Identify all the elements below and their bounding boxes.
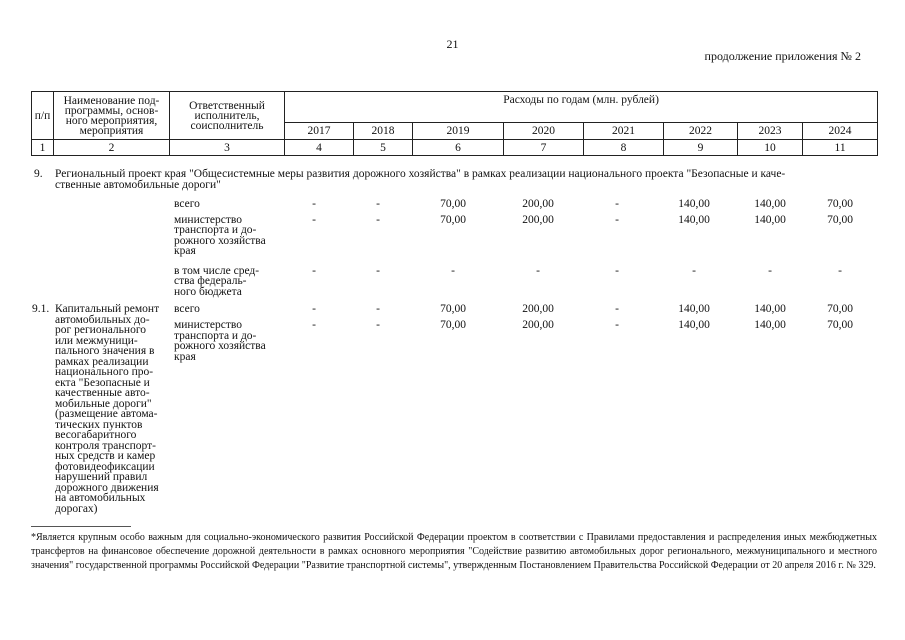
- measure-name-line: ных средств и камер: [55, 450, 156, 462]
- measure-name-line: весогабаритного: [55, 429, 137, 441]
- value-cell: -: [692, 265, 696, 277]
- value-cell: -: [312, 198, 316, 210]
- value-cell: -: [376, 265, 380, 277]
- header-expenses: Расходы по годам (млн. рублей): [285, 92, 878, 123]
- header-exec-line: исполнитель,: [194, 109, 260, 122]
- header-col-number: п/п: [32, 92, 54, 140]
- executor-line: всего: [174, 198, 200, 210]
- appendix-caption: продолжение приложения № 2: [704, 49, 861, 63]
- column-number: 11: [803, 140, 878, 156]
- value-cell: 70,00: [827, 319, 853, 331]
- header-year: 2021: [584, 123, 664, 140]
- column-number: 9: [664, 140, 738, 156]
- value-cell: -: [376, 214, 380, 226]
- executor-line: министерство: [174, 319, 242, 331]
- value-cell: -: [376, 303, 380, 315]
- executor-line: края: [174, 350, 196, 363]
- value-cell: 70,00: [440, 198, 466, 210]
- column-number: 4: [285, 140, 354, 156]
- value-cell: 140,00: [678, 303, 710, 315]
- value-cell: -: [376, 198, 380, 210]
- value-cell: 70,00: [827, 303, 853, 315]
- measure-name-line: фотовидеофиксации: [55, 460, 155, 473]
- value-cell: -: [451, 265, 455, 277]
- value-cell: 200,00: [522, 303, 554, 315]
- value-cell: 140,00: [754, 214, 786, 226]
- measure-name-line: пального значения в: [55, 345, 155, 357]
- header-year: 2018: [354, 123, 413, 140]
- column-number: 3: [170, 140, 285, 156]
- header-exec-line: Ответственный: [189, 99, 265, 112]
- measure-name-line: тических пунктов: [55, 418, 143, 431]
- footnote: *Является крупным особо важным для социально-экономического развития Российской Федерации проектом в соответствии с Правилами предоставления и распределения иных межбюджетных трансфертов на финансовое обеспечение дорожной деятельности в рамках основного мероприятия "Содействие развитию автомобильных дорог регионального, межмуниципального и местного значения" государственной программы Российской Федерации "Развитие транспортной системы", утвержденным Постановлением Правительства Российской Федерации от 20 апреля 2016 г. № 329.: [31, 532, 877, 571]
- measure-name-line: екта "Безопасные и: [55, 376, 150, 389]
- value-cell: 70,00: [440, 214, 466, 226]
- value-cell: -: [312, 214, 316, 226]
- header-year: 2024: [803, 123, 878, 140]
- section-number: 9.: [34, 168, 43, 180]
- header-year: 2020: [504, 123, 584, 140]
- value-cell: -: [615, 319, 619, 331]
- measure-name-line: автомобильных до-: [55, 313, 150, 326]
- header-year: 2019: [413, 123, 504, 140]
- value-cell: 140,00: [678, 198, 710, 210]
- executor-line: ства федераль-: [174, 275, 247, 287]
- executor-line: транспорта и до-: [174, 224, 257, 236]
- measure-name-line: национального про-: [55, 366, 154, 378]
- value-cell: -: [312, 319, 316, 331]
- value-cell: 140,00: [754, 319, 786, 331]
- measure-name-line: контроля транспорт-: [55, 439, 156, 452]
- measure-name-line: мобильные дороги": [55, 397, 152, 410]
- executor-line: транспорта и до-: [174, 329, 257, 342]
- header-col-executor: [170, 92, 285, 140]
- value-cell: 70,00: [440, 319, 466, 331]
- header-name-line: Наименование под-: [63, 94, 160, 107]
- measure-name-line: качественные авто-: [55, 387, 150, 399]
- header-name-line: мероприятия: [79, 124, 144, 137]
- value-cell: 140,00: [678, 319, 710, 331]
- column-number: 1: [32, 140, 54, 156]
- measure-name-line: рог регионального: [55, 324, 146, 336]
- header-year: 2017: [285, 123, 354, 140]
- header-year: 2022: [664, 123, 738, 140]
- header-year: 2023: [738, 123, 803, 140]
- value-cell: 140,00: [678, 214, 710, 226]
- column-number: 6: [413, 140, 504, 156]
- value-cell: -: [615, 198, 619, 210]
- column-number: 5: [354, 140, 413, 156]
- executor-line: края: [174, 245, 196, 257]
- measure-name-line: Капитальный ремонт: [55, 303, 160, 315]
- page-number: 21: [446, 37, 459, 51]
- header-exec-line: соисполнитель: [190, 119, 264, 132]
- executor-line: ного бюджета: [174, 286, 242, 298]
- measure-name-line: нарушений правил: [55, 471, 148, 483]
- value-cell: -: [536, 265, 540, 277]
- value-cell: -: [312, 303, 316, 315]
- value-cell: 140,00: [754, 303, 786, 315]
- executor-line: рожного хозяйства: [174, 235, 266, 247]
- executor-line: министерство: [174, 214, 242, 226]
- measure-name-line: (размещение автома-: [55, 408, 158, 420]
- measure-name-line: рамках реализации: [55, 355, 149, 368]
- measure-name-line: дорогах): [55, 502, 98, 515]
- value-cell: 70,00: [827, 198, 853, 210]
- value-cell: -: [376, 319, 380, 331]
- header-name-line: ного мероприятия,: [65, 114, 158, 127]
- value-cell: -: [615, 265, 619, 277]
- executor-line: рожного хозяйства: [174, 340, 266, 352]
- value-cell: 200,00: [522, 198, 554, 210]
- footnote-divider: [31, 526, 131, 527]
- value-cell: -: [615, 214, 619, 226]
- section-number: 9.1.: [32, 303, 50, 315]
- measure-name-line: дорожного движения: [55, 481, 159, 494]
- value-cell: -: [615, 303, 619, 315]
- header-col-name: [54, 92, 170, 140]
- value-cell: 70,00: [827, 214, 853, 226]
- column-number: 8: [584, 140, 664, 156]
- header-name-line: программы, основ-: [64, 104, 159, 117]
- executor-line: всего: [174, 303, 200, 315]
- value-cell: -: [768, 265, 772, 277]
- value-cell: 70,00: [440, 303, 466, 315]
- executor-line: в том числе сред-: [174, 265, 260, 277]
- section-title-line: ственные автомобильные дороги": [55, 179, 221, 191]
- value-cell: 200,00: [522, 214, 554, 226]
- measure-name-line: на автомобильных: [55, 492, 146, 504]
- column-number: 2: [54, 140, 170, 156]
- value-cell: 140,00: [754, 198, 786, 210]
- value-cell: -: [312, 265, 316, 277]
- expense-table-header: [31, 91, 878, 156]
- value-cell: -: [838, 265, 842, 277]
- column-number: 7: [504, 140, 584, 156]
- value-cell: 200,00: [522, 319, 554, 331]
- column-number: 10: [738, 140, 803, 156]
- section-title-line: Региональный проект края "Общесистемные меры развития дорожного хозяйства" в рамках реализации национального проекта "Безопасные и каче-: [55, 168, 786, 180]
- measure-name-line: или межмуници-: [55, 334, 138, 347]
